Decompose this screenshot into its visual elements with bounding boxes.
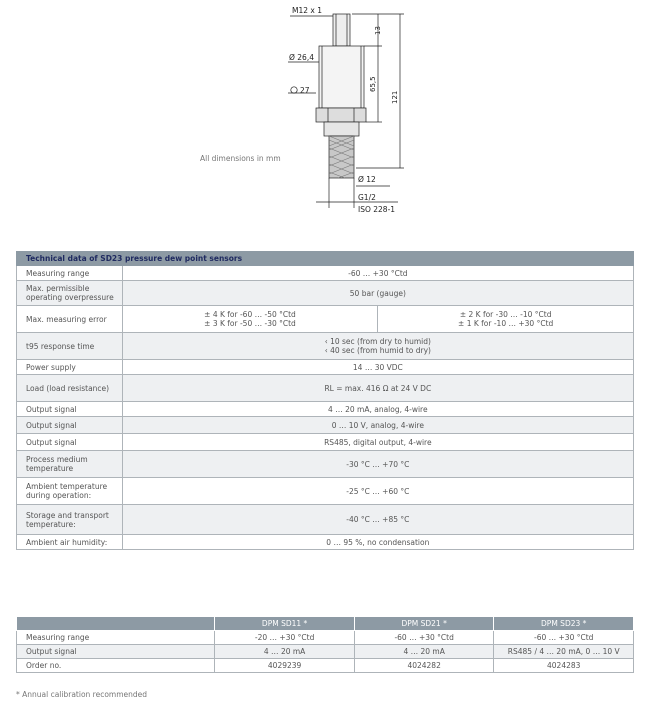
cell: 4024283 xyxy=(494,659,634,673)
table-row xyxy=(17,478,634,505)
model-header: DPM SD23 * xyxy=(494,617,634,631)
dia-probe-label: Ø 12 xyxy=(358,175,376,184)
row-label: Max. measuring error xyxy=(17,306,123,333)
row-value: RL = max. 416 Ω at 24 V DC xyxy=(122,375,633,402)
sensor-dimension-drawing xyxy=(0,0,666,232)
row-label: Output signal xyxy=(17,645,215,659)
row-value-left: ± 4 K for -60 … -50 °Ctd ± 3 K for -50 … -30 °Ctd xyxy=(122,306,378,333)
row-label: Measuring range xyxy=(17,266,123,281)
cell: 4 … 20 mA xyxy=(354,645,494,659)
row-label: t95 response time xyxy=(17,333,123,360)
row-label: Max. permissible operating overpressure xyxy=(17,281,123,306)
row-value: RS485, digital output, 4-wire xyxy=(122,434,633,451)
row-value: 0 … 95 %, no condensation xyxy=(122,535,633,550)
table-row xyxy=(17,659,634,673)
iso-label: ISO 228-1 xyxy=(358,205,396,214)
table-row xyxy=(17,451,634,478)
table-row xyxy=(17,505,634,535)
cell: -60 … +30 °Ctd xyxy=(354,631,494,645)
spec-table xyxy=(16,251,634,550)
row-label: Ambient air humidity: xyxy=(17,535,123,550)
spec-table-header xyxy=(17,252,634,266)
dimension-note: All dimensions in mm xyxy=(200,154,281,163)
row-label: Output signal xyxy=(17,402,123,417)
dim-121-label: 121 xyxy=(391,90,399,104)
row-label: Ambient temperature during operation: xyxy=(17,478,123,505)
cell: -60 … +30 °Ctd xyxy=(494,631,634,645)
model-header: DPM SD21 * xyxy=(354,617,494,631)
cell: -20 … +30 °Ctd xyxy=(215,631,355,645)
row-label: Output signal xyxy=(17,434,123,451)
table-row xyxy=(17,306,634,333)
table-row xyxy=(17,281,634,306)
row-value: 0 … 10 V, analog, 4-wire xyxy=(122,417,633,434)
row-value: ‹ 10 sec (from dry to humid) ‹ 40 sec (from humid to dry) xyxy=(122,333,633,360)
table-row xyxy=(17,645,634,659)
row-value: 14 … 30 VDC xyxy=(122,360,633,375)
table-row xyxy=(17,434,634,451)
comparison-header-row xyxy=(17,617,634,631)
table-row xyxy=(17,333,634,360)
header-blank-cell xyxy=(17,617,215,631)
model-header: DPM SD11 * xyxy=(215,617,355,631)
footnote: * Annual calibration recommended xyxy=(16,690,148,699)
model-comparison-table xyxy=(16,616,634,673)
row-label: Load (load resistance) xyxy=(17,375,123,402)
row-value: 4 … 20 mA, analog, 4-wire xyxy=(122,402,633,417)
table-row xyxy=(17,375,634,402)
cell: 4024282 xyxy=(354,659,494,673)
hex-wrench-icon xyxy=(291,87,297,93)
row-value: -25 °C … +60 °C xyxy=(122,478,633,505)
table-row xyxy=(17,266,634,281)
row-label: Process medium temperature xyxy=(17,451,123,478)
row-label: Storage and transport temperature: xyxy=(17,505,123,535)
row-label: Power supply xyxy=(17,360,123,375)
row-value: -30 °C … +70 °C xyxy=(122,451,633,478)
table-row xyxy=(17,631,634,645)
dia-top-label: Ø 26,4 xyxy=(289,53,314,62)
row-label: Order no. xyxy=(17,659,215,673)
cell: 4 … 20 mA xyxy=(215,645,355,659)
thread-label: M12 x 1 xyxy=(292,6,322,15)
thread-g-label: G1/2 xyxy=(358,193,376,202)
hex-size-label: 27 xyxy=(300,86,310,95)
row-value: -60 … +30 °Ctd xyxy=(122,266,633,281)
cell: 4029239 xyxy=(215,659,355,673)
row-value-right: ± 2 K for -30 … -10 °Ctd ± 1 K for -10 … +30 °Ctd xyxy=(378,306,634,333)
dim-65-label: 65,5 xyxy=(369,76,377,92)
row-label: Measuring range xyxy=(17,631,215,645)
row-value: 50 bar (gauge) xyxy=(122,281,633,306)
spec-table-title: Technical data of SD23 pressure dew point sensors xyxy=(17,252,634,266)
table-row xyxy=(17,360,634,375)
table-row xyxy=(17,535,634,550)
table-row xyxy=(17,417,634,434)
row-label: Output signal xyxy=(17,417,123,434)
row-value: -40 °C … +85 °C xyxy=(122,505,633,535)
cell: RS485 / 4 … 20 mA, 0 … 10 V xyxy=(494,645,634,659)
dim-13-label: 13 xyxy=(374,26,382,35)
table-row xyxy=(17,402,634,417)
